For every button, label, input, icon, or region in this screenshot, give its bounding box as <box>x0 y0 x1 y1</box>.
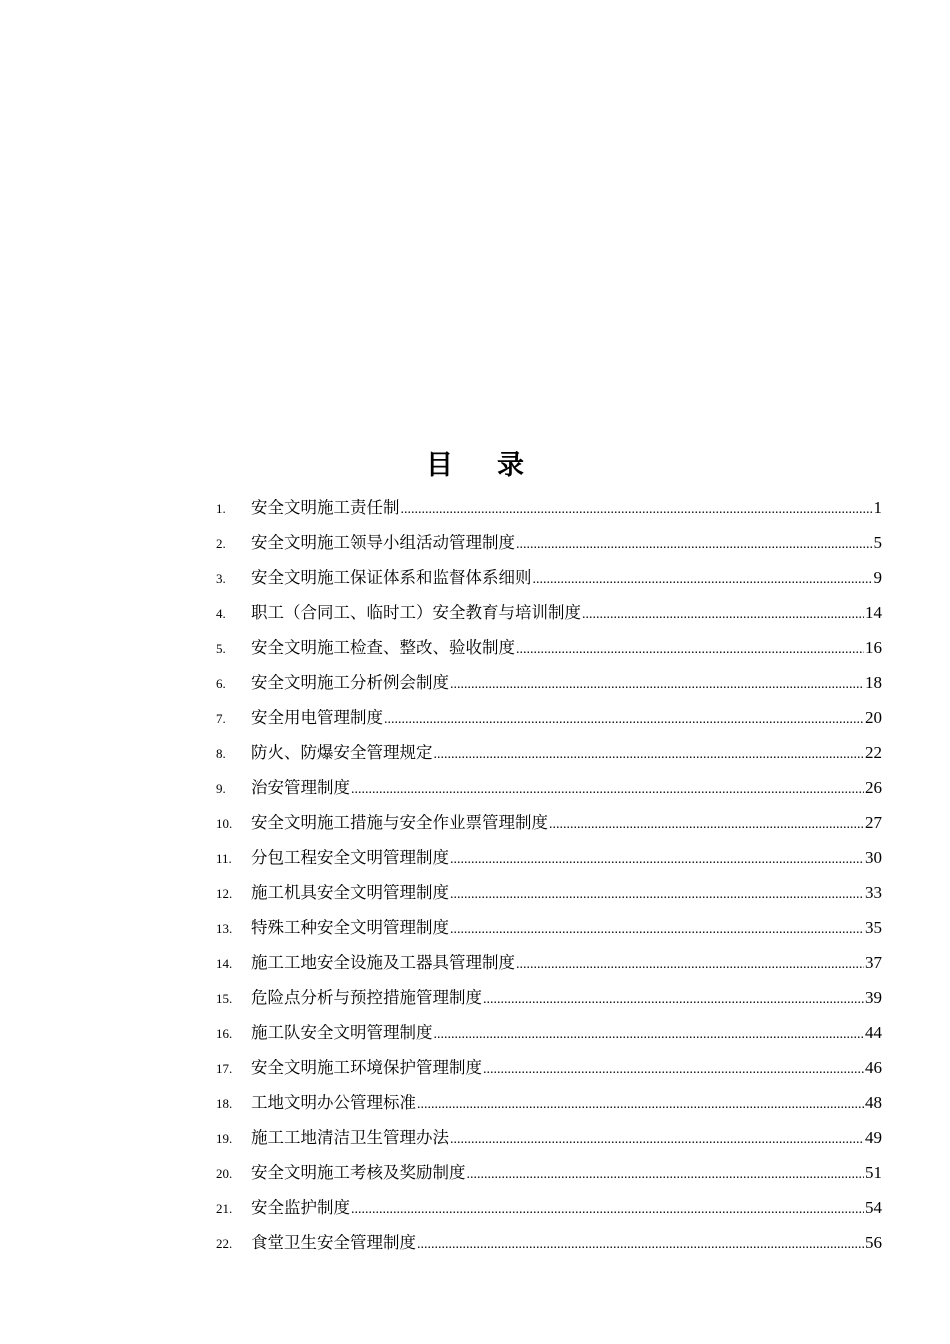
toc-entry-title: 安全文明施工责任制 <box>251 498 400 517</box>
toc-dot-leader <box>417 1227 864 1262</box>
toc-entry-number: 17. <box>216 1061 233 1076</box>
toc-dot-leader <box>384 702 864 737</box>
toc-entry-title: 治安管理制度 <box>251 778 350 797</box>
toc-entry-number: 18. <box>216 1096 233 1111</box>
toc-entry[interactable] <box>216 595 882 630</box>
toc-entry-number: 10. <box>216 816 233 831</box>
toc-entry[interactable] <box>216 840 882 875</box>
toc-dot-leader <box>434 1017 865 1052</box>
toc-entry[interactable] <box>216 980 882 1015</box>
toc-entry-page-number: 33 <box>865 883 882 902</box>
toc-entry-title: 安全文明施工环境保护管理制度 <box>251 1058 482 1077</box>
toc-entry-title: 食堂卫生安全管理制度 <box>251 1233 416 1252</box>
toc-entry-title: 安全文明施工检查、整改、验收制度 <box>251 638 515 657</box>
toc-entry-title: 危险点分析与预控措施管理制度 <box>251 988 482 1007</box>
toc-entry-page-number: 44 <box>865 1023 882 1042</box>
toc-entry-title: 施工工地清洁卫生管理办法 <box>251 1128 449 1147</box>
toc-entry-number: 7. <box>216 711 226 726</box>
toc-entry-number: 14. <box>216 956 233 971</box>
toc-entry-number: 22. <box>216 1236 233 1251</box>
toc-entry-page-number: 30 <box>865 848 882 867</box>
toc-entry-title: 防火、防爆安全管理规定 <box>251 743 433 762</box>
toc-dot-leader <box>516 947 864 982</box>
toc-entry-page-number: 37 <box>865 953 882 972</box>
toc-entry-page-number: 16 <box>865 638 882 657</box>
toc-entry[interactable] <box>216 1225 882 1260</box>
toc-entry-page-number: 5 <box>873 533 882 552</box>
toc-entry-number: 12. <box>216 886 233 901</box>
toc-dot-leader <box>417 1087 864 1122</box>
toc-entry-number: 5. <box>216 641 226 656</box>
toc-dot-leader <box>582 597 864 632</box>
toc-dot-leader <box>467 1157 865 1192</box>
toc-entry-number: 11. <box>216 851 232 866</box>
toc-entry-page-number: 27 <box>865 813 882 832</box>
toc-title <box>0 446 950 486</box>
toc-entry-page-number: 14 <box>865 603 882 622</box>
toc-title-char: 录 <box>497 450 524 481</box>
toc-entry-number: 6. <box>216 676 226 691</box>
toc-dot-leader <box>450 877 864 912</box>
toc-entry-title: 特殊工种安全文明管理制度 <box>251 918 449 937</box>
toc-entry-title: 安全用电管理制度 <box>251 708 383 727</box>
toc-dot-leader <box>351 772 864 807</box>
toc-entry-title: 施工机具安全文明管理制度 <box>251 883 449 902</box>
toc-entry-title: 安全监护制度 <box>251 1198 350 1217</box>
toc-entry[interactable] <box>216 1015 882 1050</box>
toc-entry[interactable] <box>216 735 882 770</box>
toc-dot-leader <box>434 737 865 772</box>
toc-entry-number: 13. <box>216 921 233 936</box>
toc-entry-page-number: 1 <box>873 498 882 517</box>
toc-dot-leader <box>483 1052 864 1087</box>
toc-entry[interactable] <box>216 665 882 700</box>
toc-entry-number: 3. <box>216 571 226 586</box>
toc-entry-number: 9. <box>216 781 226 796</box>
toc-entry-page-number: 48 <box>865 1093 882 1112</box>
toc-entry-number: 16. <box>216 1026 233 1041</box>
toc-entry-page-number: 9 <box>873 568 882 587</box>
toc-entry[interactable] <box>216 805 882 840</box>
toc-entry-page-number: 20 <box>865 708 882 727</box>
toc-entry-title: 安全文明施工保证体系和监督体系细则 <box>251 568 532 587</box>
toc-dot-leader <box>351 1192 864 1227</box>
toc-entry[interactable] <box>216 910 882 945</box>
toc-entry-page-number: 51 <box>865 1163 882 1182</box>
toc-dot-leader <box>533 562 873 597</box>
toc-entry-title: 安全文明施工领导小组活动管理制度 <box>251 533 515 552</box>
toc-entry[interactable] <box>216 525 882 560</box>
toc-entry[interactable] <box>216 490 882 525</box>
toc-dot-leader <box>450 912 864 947</box>
toc-entry[interactable] <box>216 1155 882 1190</box>
toc-entry-number: 19. <box>216 1131 233 1146</box>
toc-dot-leader <box>450 1122 864 1157</box>
toc-entry-page-number: 35 <box>865 918 882 937</box>
toc-dot-leader <box>401 492 873 527</box>
toc-entry-title: 施工队安全文明管理制度 <box>251 1023 433 1042</box>
toc-entry-page-number: 18 <box>865 673 882 692</box>
toc-entry[interactable] <box>216 1120 882 1155</box>
toc-entry-number: 4. <box>216 606 226 621</box>
toc-entry[interactable] <box>216 630 882 665</box>
toc-entry-title: 职工（合同工、临时工）安全教育与培训制度 <box>251 603 581 622</box>
toc-dot-leader <box>516 527 873 562</box>
toc-dot-leader <box>516 632 864 667</box>
toc-entry-title: 安全文明施工措施与安全作业票管理制度 <box>251 813 548 832</box>
toc-entry-page-number: 54 <box>865 1198 882 1217</box>
toc-entry-number: 21. <box>216 1201 233 1216</box>
toc-entry-number: 2. <box>216 536 226 551</box>
toc-dot-leader <box>450 842 864 877</box>
toc-entry-number: 15. <box>216 991 233 1006</box>
toc-dot-leader <box>483 982 864 1017</box>
toc-entry[interactable] <box>216 770 882 805</box>
toc-entry-page-number: 49 <box>865 1128 882 1147</box>
toc-entry-page-number: 22 <box>865 743 882 762</box>
toc-entry[interactable] <box>216 875 882 910</box>
toc-entry-page-number: 39 <box>865 988 882 1007</box>
toc-entry-title: 工地文明办公管理标准 <box>251 1093 416 1112</box>
toc-entry-title: 分包工程安全文明管理制度 <box>251 848 449 867</box>
toc-dot-leader <box>549 807 864 842</box>
toc-entry[interactable] <box>216 945 882 980</box>
toc-entry-title: 安全文明施工考核及奖励制度 <box>251 1163 466 1182</box>
toc-entry-title: 安全文明施工分析例会制度 <box>251 673 449 692</box>
toc-entry-number: 20. <box>216 1166 233 1181</box>
toc-entry[interactable] <box>216 1085 882 1120</box>
toc-entry-page-number: 56 <box>865 1233 882 1252</box>
toc-entry[interactable] <box>216 1190 882 1225</box>
toc-entry-title: 施工工地安全设施及工器具管理制度 <box>251 953 515 972</box>
toc-entry[interactable] <box>216 1050 882 1085</box>
toc-dot-leader <box>450 667 864 702</box>
toc-entry[interactable] <box>216 700 882 735</box>
toc-entry[interactable] <box>216 560 882 595</box>
toc-title-char: 目 <box>426 450 453 481</box>
toc-entry-number: 8. <box>216 746 226 761</box>
toc-entry-number: 1. <box>216 501 226 516</box>
toc-entry-page-number: 46 <box>865 1058 882 1077</box>
toc-list <box>216 490 882 1260</box>
toc-entry-page-number: 26 <box>865 778 882 797</box>
